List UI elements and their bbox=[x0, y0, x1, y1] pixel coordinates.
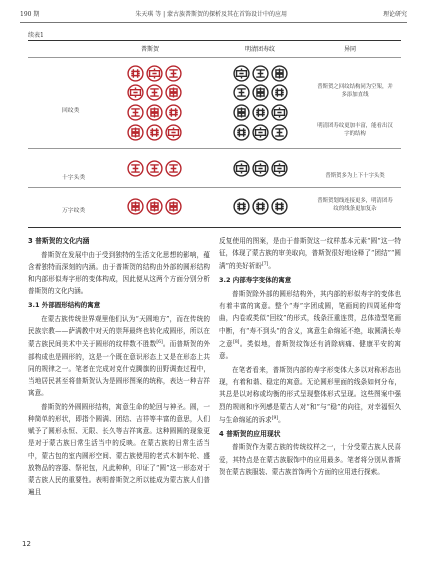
row-label-shizitou: 十字头类 bbox=[62, 175, 86, 181]
pusihe-shizitou-symbol-2 bbox=[165, 160, 182, 177]
pusihe-shizitou-symbol-0 bbox=[127, 160, 144, 177]
header-rule bbox=[20, 22, 407, 23]
pusihe-shizitou-symbol-1 bbox=[146, 160, 163, 177]
pusihe-symbol-11 bbox=[165, 124, 182, 141]
col-header-tuanshou: 明清团寿纹 bbox=[244, 46, 275, 53]
table-row-rule-2 bbox=[28, 187, 401, 188]
page-number: 12 bbox=[22, 540, 31, 548]
pusihe-symbol-5 bbox=[165, 84, 182, 101]
tuanshou-symbol-3 bbox=[233, 84, 250, 101]
pusihe-wanzi-symbol-0 bbox=[127, 198, 144, 215]
tuanshou-symbol-9 bbox=[233, 124, 250, 141]
pusihe-wanzi-symbol-1 bbox=[146, 198, 163, 215]
tuanshou-symbol-4 bbox=[252, 84, 269, 101]
pusihe-symbol-8 bbox=[165, 104, 182, 121]
tuanshou-wanzi-symbol-1 bbox=[252, 198, 269, 215]
pusihe-wanzi-symbol-2 bbox=[165, 198, 182, 215]
table-top-rule bbox=[28, 40, 401, 41]
paragraph-shou-2-rest: 。 bbox=[278, 415, 285, 424]
citation-6: [6] bbox=[156, 340, 163, 346]
tuanshou-symbol-11 bbox=[271, 124, 288, 141]
paragraph-circle-1-text: 在蒙古族传统世界观里他们认为“天圆地方”，而在传统的民族宗教——萨满教中对天的崇拜最终也转化成圆形，所以在蒙古族民间美术中关于圆形的纹样数不胜数 bbox=[28, 314, 210, 349]
right-column bbox=[219, 235, 401, 479]
col-header-pusihe: 普斯贺 bbox=[140, 46, 159, 53]
paragraph-circle-1-rest: 。而普斯贺的外部构成也是圆形的，这是一个既在意识形态上又是在形态上共同的规律之一。笔者在完成对克什克腾旗的田野调查过程中，当地居民甚至将普斯贺认为是圆形图案的统称，表达一种吉祥寓意。 bbox=[28, 340, 211, 398]
paragraph-shou-2 bbox=[219, 364, 401, 426]
citation-7: [7] bbox=[261, 262, 269, 268]
tuanshou-symbol-5 bbox=[271, 84, 288, 101]
pusihe-symbol-2 bbox=[165, 65, 182, 82]
tuanshou-shizitou-symbol-0 bbox=[233, 160, 250, 177]
heading-section-3-2: 3.2 内部寿字变体的寓意 bbox=[219, 276, 292, 285]
table-bottom-rule bbox=[28, 227, 401, 228]
paragraph-continued bbox=[219, 235, 401, 273]
table-row-rule-1 bbox=[28, 148, 401, 149]
col-header-diff: 异同 bbox=[343, 46, 356, 53]
paragraph-shou-1-rest: 。类似地，普斯贺纹饰还有消除病痛、健康平安的寓意。 bbox=[219, 340, 402, 361]
citation-8: [8] bbox=[233, 339, 240, 345]
issue-number: 190 期 bbox=[20, 10, 40, 18]
tuanshou-symbol-0 bbox=[233, 65, 250, 82]
left-column bbox=[28, 235, 210, 500]
pusihe-symbol-6 bbox=[127, 104, 144, 121]
row-desc-huiwen-2: 明清团寿纹更加丰富，能看出汉字的结构 bbox=[317, 123, 393, 138]
paragraph-continued-rest: 。 bbox=[268, 262, 275, 271]
tuanshou-shizitou-symbol-1 bbox=[252, 160, 269, 177]
row-desc-huiwen-1: 普斯贺之回纹结构同为空架，并多添加直线 bbox=[317, 84, 393, 99]
tuanshou-wanzi-symbol-0 bbox=[233, 198, 250, 215]
citation-9: [9] bbox=[271, 415, 279, 421]
heading-section-3-1: 3.1 外部圆形结构的寓意 bbox=[28, 301, 101, 310]
row-desc-shizitou: 普斯贺多为上下十字头类 bbox=[325, 173, 385, 179]
section-name: 理论研究 bbox=[382, 10, 407, 18]
heading-section-3: 3 普斯贺的文化内涵 bbox=[28, 237, 90, 245]
pusihe-symbol-3 bbox=[127, 84, 144, 101]
running-header bbox=[20, 6, 407, 20]
paragraph-shou-1 bbox=[219, 288, 401, 362]
article-title: 朱天琪 等 | 蒙古族普斯贺的探析及其在首饰设计中的应用 bbox=[135, 10, 288, 18]
pusihe-symbol-10 bbox=[146, 124, 163, 141]
tuanshou-symbol-1 bbox=[252, 65, 269, 82]
row-label-wanzi: 万字纹类 bbox=[62, 208, 86, 214]
paragraph-application: 普斯贺作为蒙古族的传统纹样之一，十分受蒙古族人民喜爱，其特点是在蒙古族服饰中的应用最多。笔者将分别从普斯贺在蒙古族服装、蒙古族首饰两个方面的应用进行探索。 bbox=[219, 443, 401, 476]
tuanshou-shizitou-symbol-2 bbox=[271, 160, 288, 177]
tuanshou-symbol-8 bbox=[271, 104, 288, 121]
paragraph-circle-2: 普斯贺的外圆圆形结构，寓意生命的轮回与神圣。圆，一种简单的形状，即指个圆满、团结、吉祥等丰富的意思，人们赋予了圆形永恒、无限、长久等吉祥寓意。这种圆圆的现象更是对于蒙古族日常生活当中的反映。在蒙古族的日常生活当中，蒙古包的室内圆形空间、蒙古族使用的老式木制车轮、盛放物品的容器、祭祀包，凡此种种，印证了“圆”这一形态对于蒙古族人民的重要性。表明普斯贺之所以能成为蒙古族人们普遍且 bbox=[28, 402, 210, 497]
pusihe-symbol-7 bbox=[146, 104, 163, 121]
heading-section-4: 4 普斯贺的应用现状 bbox=[219, 429, 281, 438]
tuanshou-wanzi-symbol-2 bbox=[271, 198, 288, 215]
paragraph-shou-2-text: 在笔者看来，普斯贺内部的寿字形变体大多以对称形态出现，有着和谐、稳定的寓意。无论圆形里面的线条如何分布，其总是以对称或均衡的形式呈现整体形式呈现。这些图案中强烈的规则和序列感是蒙古人对“和”与“稳”的向往，对幸福恒久与生命绵延的诉求 bbox=[219, 365, 401, 424]
table-continued-label: 续表1 bbox=[28, 32, 44, 39]
pusihe-symbol-4 bbox=[146, 84, 163, 101]
row-label-huiwen: 回纹类 bbox=[62, 108, 80, 114]
pusihe-symbol-1 bbox=[146, 65, 163, 82]
paragraph-circle-1 bbox=[28, 313, 210, 400]
tuanshou-symbol-10 bbox=[252, 124, 269, 141]
paragraph-intro: 普斯贺在发展中由于受到独特的生活文化思想的影响，蕴含着独特而深刻的内涵。由于普斯贺的结构由外部的圆形结构和内部形似寿字形的变体构成，因此便从这两个方面分别分析普斯贺的文化内涵。 bbox=[28, 250, 210, 296]
paragraph-continued-text: 反复使用的图案，是由于普斯贺这一纹样基本元素“圆”这一特征，体现了蒙古族的审美取向，普斯贺很好地诠释了“团结”“圆满”的美好祈盼 bbox=[219, 237, 401, 271]
table-header-rule bbox=[28, 57, 401, 58]
pusihe-symbol-0 bbox=[127, 65, 144, 82]
tuanshou-symbol-2 bbox=[271, 65, 288, 82]
tuanshou-symbol-6 bbox=[233, 104, 250, 121]
tuanshou-symbol-7 bbox=[252, 104, 269, 121]
row-desc-wanzi: 普斯贺划线连接更多，明清团寿纹的线条更加复杂 bbox=[317, 198, 393, 213]
paragraph-shou-1-text: 普斯贺除外部的圆形结构外，其内部的形似寿字的变体也有着丰富的寓意。整个“寿”字团成圆，笔画间的四周延伸弯曲，内卷或类似“回纹”的形式，线条汪重连贯，总体造型笔画中断，有“寿不到头”的含义，寓意生命绵延不绝，取圆满长寿之意 bbox=[219, 290, 401, 348]
pusihe-symbol-9 bbox=[127, 124, 144, 141]
